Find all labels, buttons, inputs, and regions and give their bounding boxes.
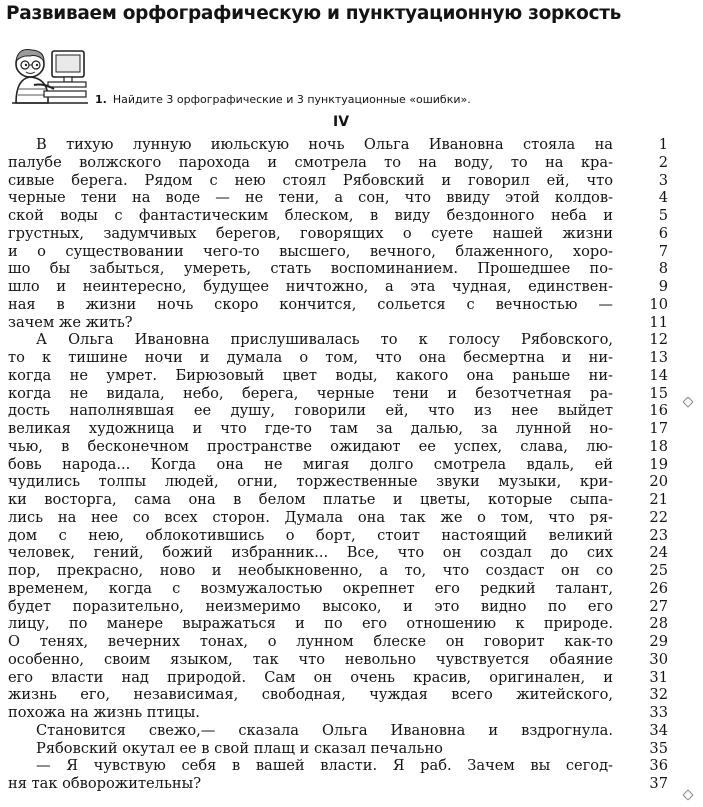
line-text: временем, когда с возмужалостью окрепнет его редкий талант, <box>8 579 613 597</box>
text-line <box>8 544 668 562</box>
line-number: 37 <box>649 775 668 792</box>
line-number: 32 <box>649 686 668 704</box>
text-line <box>8 562 668 580</box>
line-number: 6 <box>658 224 668 242</box>
line-number: 36 <box>649 757 668 775</box>
text-line <box>8 722 668 740</box>
text-line <box>8 615 668 633</box>
line-text: великая художница и что где-то там за далью, за лунной но- <box>8 420 613 437</box>
schoolboy-computer-icon <box>8 45 88 105</box>
text-line <box>8 740 668 758</box>
line-text: А Ольга Ивановна прислушивалась то к голосу Рябовского, <box>36 331 613 349</box>
line-text: то к тишине ночи и думала о том, что она бесмертна и ни- <box>8 349 613 366</box>
line-number: 4 <box>658 189 668 207</box>
text-line <box>8 260 668 278</box>
line-number: 10 <box>649 295 668 313</box>
line-number: 13 <box>649 349 668 366</box>
text-line <box>8 385 668 403</box>
line-text: бовь народа... Когда она не мигая долго смотрела вдаль, ей <box>8 455 613 473</box>
text-line <box>8 207 668 225</box>
line-text: О тенях, вечерних тонах, о лунном блеске он говорит как-то <box>8 633 613 650</box>
line-number: 12 <box>649 331 668 349</box>
text-line <box>8 527 668 545</box>
line-text: ня так обворожительны? <box>8 775 202 792</box>
text-line <box>8 704 668 722</box>
text-line <box>8 509 668 527</box>
line-number: 22 <box>649 508 668 526</box>
line-text: его власти над природой. Сам он очень красив, оригинален, и <box>8 668 613 686</box>
line-text: Рябовский окутал ее в свой плащ и сказал печально <box>36 739 443 757</box>
text-line <box>8 598 668 616</box>
section-number: IV <box>333 114 350 130</box>
text-line <box>8 243 668 261</box>
page-title: Развиваем орфографическую и пунктуационную зоркость <box>6 3 622 24</box>
line-number: 21 <box>649 491 668 508</box>
line-number: 5 <box>658 207 668 224</box>
numbered-text <box>8 136 668 793</box>
text-line <box>8 154 668 172</box>
line-number: 26 <box>649 579 668 597</box>
text-line <box>8 331 668 349</box>
text-line <box>8 349 668 367</box>
line-number: 34 <box>649 721 668 739</box>
text-line <box>8 651 668 669</box>
line-text: чью, в бесконечном пространстве ожидают ее успех, слава, лю- <box>8 437 613 455</box>
line-text: жизнь его, независимая, свободная, чуждая всего житейского, <box>8 686 613 704</box>
line-text: дость наполнявшая ее душу, говорили ей, что из нее выйдет <box>8 402 613 420</box>
line-text: пор, прекрасно, ново и необыкновенно, а то, что создаст он со <box>8 562 613 579</box>
text-line <box>8 189 668 207</box>
line-text: черные тени на воде — не тени, а сон, что ввиду этой колдов- <box>8 189 613 207</box>
task-number: 1. <box>95 93 107 106</box>
line-text: чудились толпы людей, огни, торжественные звуки музыки, кри- <box>8 473 613 491</box>
line-number: 17 <box>649 420 668 437</box>
line-number: 1 <box>658 136 668 153</box>
text-line <box>8 775 668 793</box>
line-text: грустных, задумчивых берегов, говорящих о суете нашей жизни <box>8 224 613 242</box>
line-number: 2 <box>658 153 668 171</box>
line-number: 35 <box>649 739 668 757</box>
line-text: палубе волжского парохода и смотрела то на воду, то на кра- <box>8 153 613 171</box>
text-line <box>8 225 668 243</box>
line-number: 9 <box>658 278 668 295</box>
line-number: 24 <box>649 544 668 562</box>
line-text: шло и неинтересно, будущее ничтожно, а эта чудная, единствен- <box>8 278 613 295</box>
text-line <box>8 278 668 296</box>
line-number: 33 <box>649 704 668 721</box>
line-number: 29 <box>649 633 668 650</box>
line-number: 28 <box>649 615 668 633</box>
text-line <box>8 669 668 687</box>
line-number: 16 <box>649 402 668 420</box>
line-text: ная в жизни ночь скоро кончится, сольется с вечностью — <box>8 295 613 313</box>
line-number: 8 <box>658 260 668 278</box>
line-number: 30 <box>649 650 668 668</box>
text-line <box>8 473 668 491</box>
task-text: Найдите 3 орфографические и 3 пунктуационные «ошибки». <box>112 93 471 106</box>
text-line <box>8 402 668 420</box>
text-line <box>8 491 668 509</box>
text-line <box>8 172 668 190</box>
text-line <box>8 314 668 332</box>
line-number: 23 <box>649 526 668 544</box>
text-line <box>8 296 668 314</box>
line-text: похожа на жизнь птицы. <box>8 704 200 721</box>
line-text: когда не умрет. Бирюзовый цвет воды, какого она раньше ни- <box>8 366 613 384</box>
task-instruction <box>95 93 471 106</box>
line-text: когда не видала, небо, берега, черные тени и безотчетная ра- <box>8 384 613 402</box>
text-line <box>8 757 668 775</box>
line-text: ки восторга, сама она в белом платье и цветы, которые сыпа- <box>8 491 613 508</box>
resize-handle-right[interactable] <box>682 396 693 407</box>
line-number: 3 <box>658 171 668 189</box>
text-line <box>8 420 668 438</box>
line-number: 7 <box>658 242 668 260</box>
line-text: дом с нею, облокотившись о борт, стоит настоящий великий <box>8 526 613 544</box>
text-line <box>8 456 668 474</box>
line-number: 14 <box>649 366 668 384</box>
line-text: — Я чувствую себя в вашей власти. Я раб. Зачем вы сегод- <box>36 757 613 775</box>
schoolboy-at-computer-illustration <box>8 45 88 109</box>
text-line <box>8 136 668 154</box>
resize-handle-bottom-right[interactable] <box>682 789 693 800</box>
line-text: Становится свежо,— сказала Ольга Ивановна и вздрогнула. <box>36 721 613 739</box>
line-text: шо бы забыться, умереть, стать воспоминанием. Прошедшее по- <box>8 260 613 278</box>
line-number: 15 <box>649 384 668 402</box>
line-number: 19 <box>649 455 668 473</box>
line-text: и о существовании чего-то высшего, вечного, блаженного, хоро- <box>8 242 613 260</box>
text-line <box>8 367 668 385</box>
line-number: 20 <box>649 473 668 491</box>
line-number: 31 <box>649 668 668 686</box>
text-line <box>8 633 668 651</box>
line-text: будет поразительно, неизмеримо высоко, и это видно по его <box>8 597 613 615</box>
line-number: 18 <box>649 437 668 455</box>
line-text: лицу, по манере выражаться и по его отношению к природе. <box>8 615 613 633</box>
line-number: 25 <box>649 562 668 579</box>
text-line <box>8 438 668 456</box>
line-number: 27 <box>649 597 668 615</box>
text-line <box>8 580 668 598</box>
line-text: особенно, своим языком, так что невольно чувствуется обаяние <box>8 650 613 668</box>
line-text: человек, гений, божий избранник... Все, что он создал до сих <box>8 544 613 562</box>
line-text: ской воды с фантастическим блеском, в виду бездонного неба и <box>8 207 613 224</box>
line-text: сивые берега. Рядом с нею стоял Рябовский и говорил ей, что <box>8 171 613 189</box>
text-line <box>8 686 668 704</box>
line-text: зачем же жить? <box>8 313 133 331</box>
line-text: лись на нее со всех сторон. Думала она так же о том, что ря- <box>8 508 613 526</box>
line-text: В тихую лунную июльскую ночь Ольга Ивановна стояла на <box>36 136 613 153</box>
line-number: 11 <box>649 313 668 331</box>
